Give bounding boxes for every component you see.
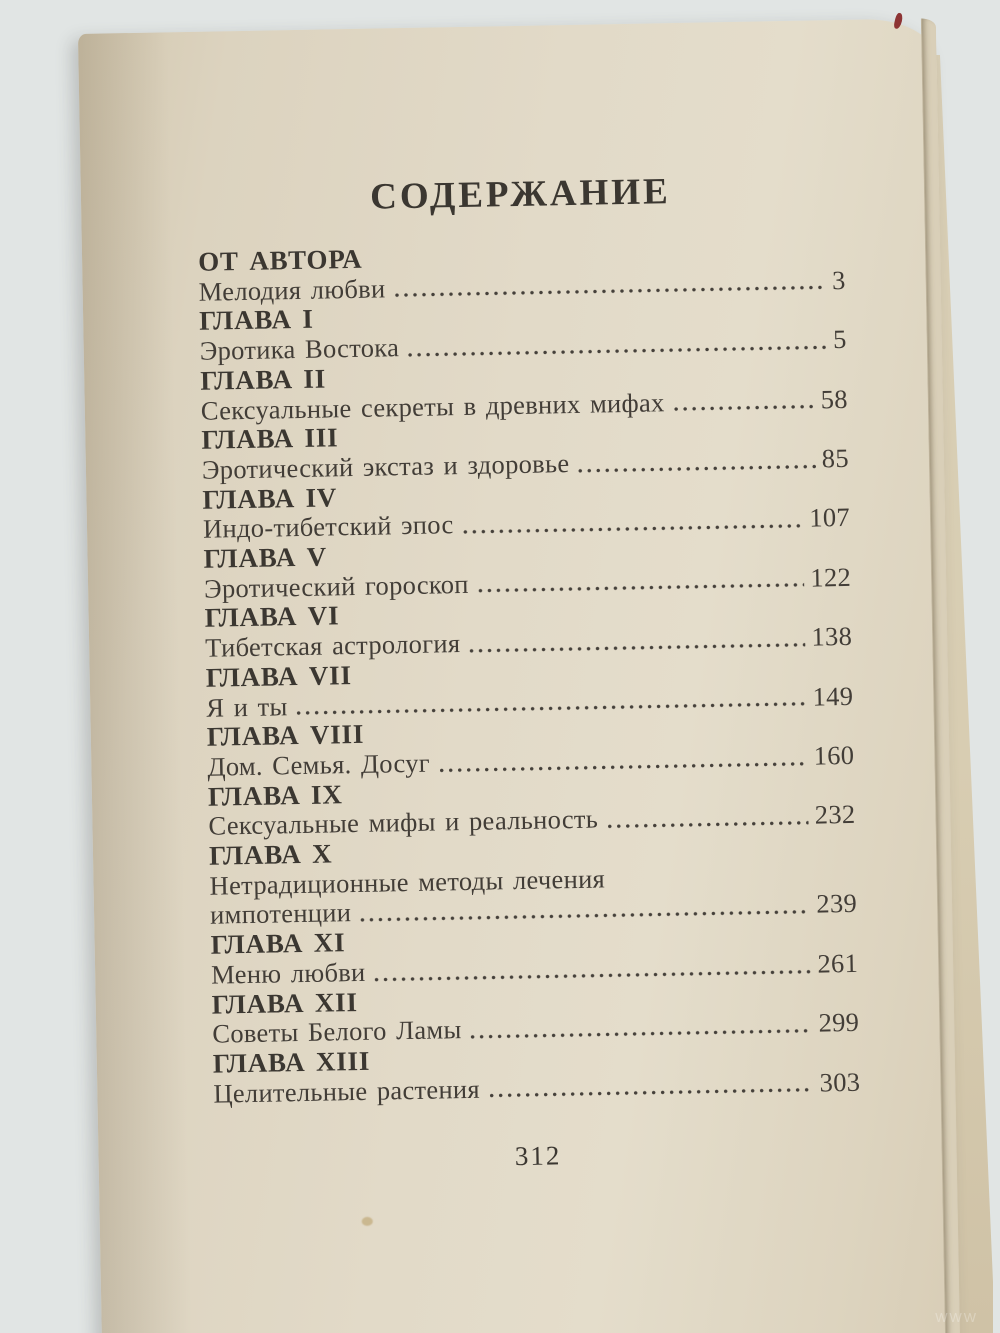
footer-page-number: 312	[514, 1140, 562, 1172]
dot-leader	[607, 820, 809, 830]
toc-page-number: 5	[832, 324, 847, 355]
toc-page-number: 149	[812, 680, 854, 712]
chapter-heading: ГЛАВА XI	[210, 927, 346, 960]
chapter-heading: ГЛАВА VII	[205, 659, 353, 693]
table-of-contents	[78, 18, 957, 1180]
toc-item-label: Эротический гороскоп	[203, 568, 469, 604]
chapter-heading: ГЛАВА I	[198, 304, 314, 337]
chapter-heading: ГЛАВА V	[203, 541, 328, 574]
toc-page-number: 232	[814, 799, 856, 830]
toc-item-label: Я и ты	[206, 690, 288, 723]
dot-leader	[439, 760, 808, 773]
toc-list	[198, 236, 861, 1109]
dot-leader	[463, 523, 804, 535]
toc-item-label: Нетрадиционные методы лечения	[209, 863, 606, 901]
paper-stain	[362, 1217, 373, 1226]
toc-item-label: Целительные растения	[213, 1073, 481, 1109]
toc-page-number: 85	[821, 442, 850, 474]
chapter-heading: ГЛАВА XIII	[212, 1045, 371, 1079]
dot-leader	[674, 404, 815, 413]
chapter-heading: ГЛАВА IV	[202, 481, 338, 515]
dot-leader	[489, 1087, 814, 1099]
toc-item-label: Эротика Востока	[199, 332, 400, 366]
chapter-heading: ГЛАВА XII	[211, 986, 359, 1020]
toc-item-label: Тибетская астрология	[204, 628, 461, 663]
toc-page-number: 299	[818, 1007, 860, 1038]
toc-page-number: 261	[817, 947, 859, 979]
chapter-heading: ГЛАВА IX	[207, 778, 343, 812]
toc-page-number: 107	[809, 502, 851, 533]
toc-item-label: импотенции	[209, 897, 352, 931]
toc-item-label: Дом. Семья. Досуг	[207, 747, 431, 782]
toc-item-label: Сексуальные секреты в древних мифах	[200, 386, 665, 426]
toc-page-number: 303	[819, 1066, 861, 1098]
toc-page-number: 122	[810, 561, 852, 593]
toc-item-label: Советы Белого Ламы	[212, 1014, 462, 1049]
toc-page-number: 160	[813, 739, 855, 771]
toc-item-label: Мелодия любви	[198, 273, 386, 307]
chapter-heading: ГЛАВА III	[201, 422, 339, 455]
toc-item-label: Меню любви	[210, 956, 366, 990]
toc-title: СОДЕРЖАНИЕ	[369, 171, 672, 218]
book-page	[78, 18, 960, 1333]
chapter-heading: ГЛАВА II	[200, 363, 327, 396]
dot-leader	[578, 463, 815, 473]
dot-leader	[471, 1028, 813, 1040]
toc-item-label: Индо-тибетский эпос	[202, 509, 454, 545]
chapter-heading: ГЛАВА VIII	[206, 719, 365, 752]
toc-page-number: 58	[820, 383, 849, 414]
photo-watermark: WWW	[935, 1310, 978, 1325]
dot-leader	[478, 582, 805, 594]
toc-page-number: 239	[816, 888, 858, 920]
chapter-heading: ОТ АВТОРА	[197, 243, 363, 277]
chapter-heading: ГЛАВА X	[208, 838, 333, 871]
toc-item-label: Сексуальные мифы и реальность	[208, 803, 599, 842]
toc-page-number: 3	[831, 264, 846, 295]
dot-leader	[469, 642, 805, 654]
chapter-heading: ГЛАВА VI	[204, 600, 340, 634]
toc-page-number: 138	[811, 621, 853, 652]
toc-item-label: Эротический экстаз и здоровье	[201, 447, 570, 485]
